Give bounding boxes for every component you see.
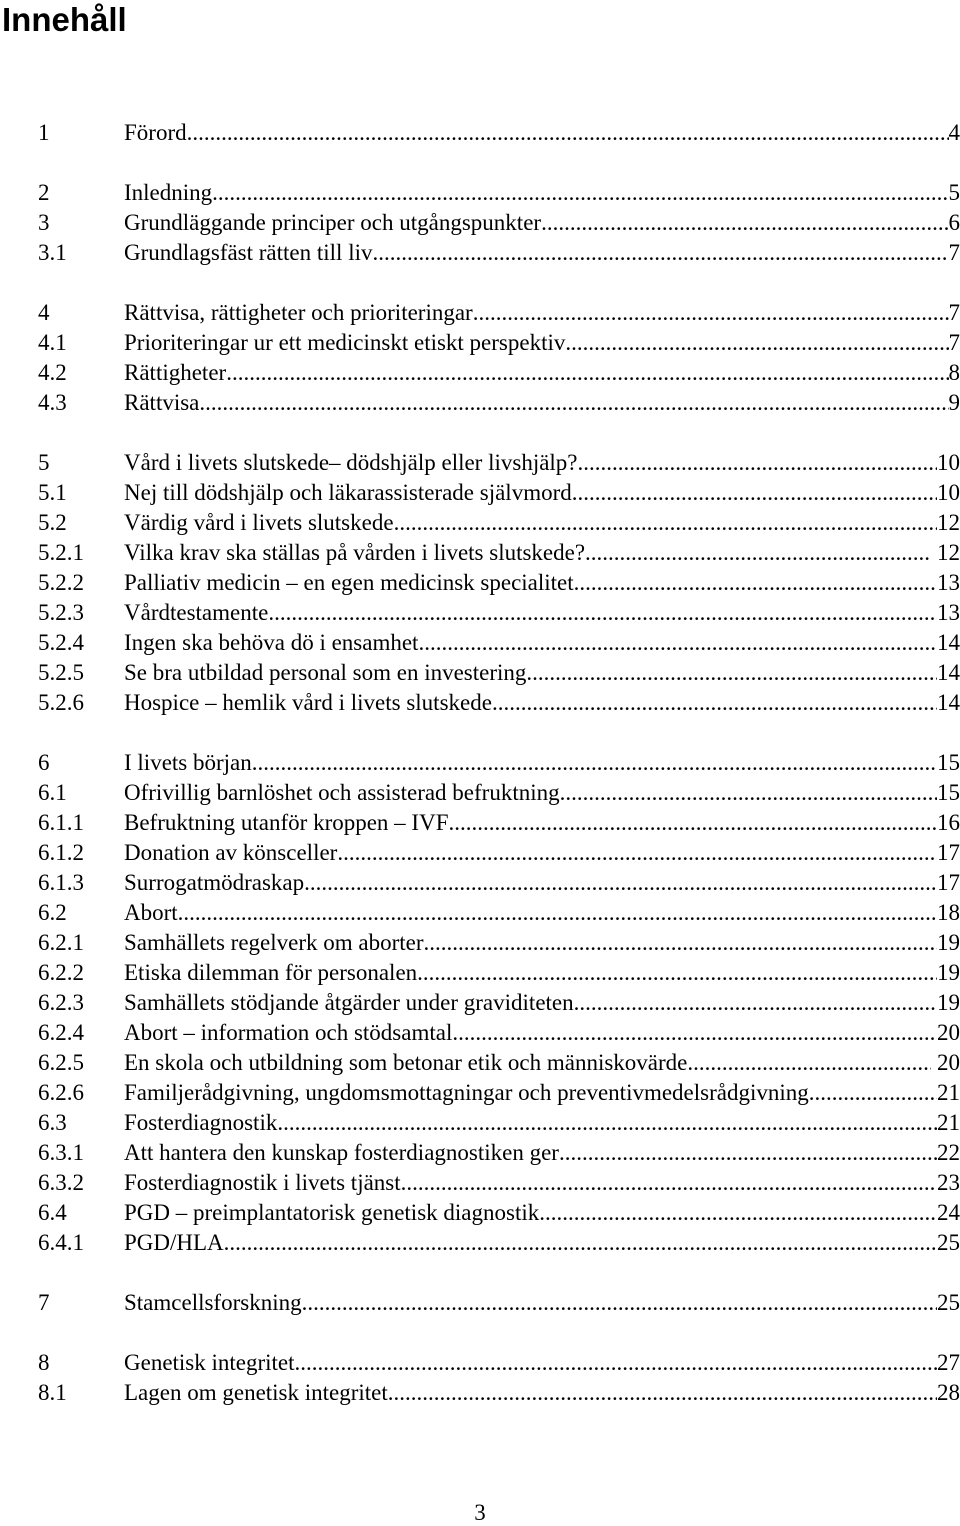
toc-entry-number: 6 [38,750,50,775]
toc-entry[interactable] [38,1107,960,1137]
dot-leader [687,1049,931,1077]
toc-entry-page: 5 [948,180,960,205]
toc-entry-page: 23 [937,1170,960,1195]
toc-entry[interactable] [38,1137,960,1167]
toc-entry-title: I livets början [124,750,252,775]
toc-entry-title: Vård i livets slutskede– dödshjälp eller livshjälp? [124,450,578,475]
toc-entry-number: 6.3 [38,1110,67,1135]
dot-leader [417,959,937,987]
toc-entry[interactable] [38,687,960,717]
toc-entry-page: 7 [948,240,960,265]
toc-entry-title: Etiska dilemman för personalen [124,960,418,985]
toc-entry-page: 12 [931,540,960,565]
toc-entry-title: Ofrivillig barnlöshet och assisterad befruktning [124,780,560,805]
dot-leader [452,1019,937,1047]
toc-entry[interactable] [38,957,960,987]
toc-entry-title: Rättigheter [124,360,227,385]
dot-leader [492,689,937,717]
toc-entry[interactable] [38,237,960,267]
toc-entry-number: 8 [38,1350,50,1375]
toc-entry-title: Samhällets stödjande åtgärder under graviditeten [124,990,574,1015]
toc-entry-title: Samhällets regelverk om aborter [124,930,424,955]
toc-entry-number: 6.1.2 [38,840,84,865]
toc-entry-title: Fosterdiagnostik [124,1110,278,1135]
toc-entry-title: Inledning [124,180,213,205]
toc-entry-page: 21 [937,1110,960,1135]
toc-entry-title: Att hantera den kunskap fosterdiagnostiken ger [124,1140,559,1165]
dot-leader [187,119,949,147]
toc-entry-number: 7 [38,1290,50,1315]
dot-leader [560,779,937,807]
toc-entry[interactable] [38,537,960,567]
toc-entry[interactable] [38,927,960,957]
toc-entry-number: 6.4 [38,1200,67,1225]
dot-leader [809,1079,937,1107]
toc-entry-number: 5.2.6 [38,690,84,715]
toc-entry-number: 6.3.2 [38,1170,84,1195]
toc-entry[interactable] [38,1167,960,1197]
toc-entry-page: 25 [937,1230,960,1255]
dot-leader [578,449,937,477]
toc-entry-page: 12 [937,510,960,535]
dot-leader [539,1199,937,1227]
dot-leader [199,389,948,417]
dot-leader [224,1229,937,1257]
dot-leader [337,839,937,867]
toc-entry-number: 2 [38,180,50,205]
toc-entry-number: 6.2.1 [38,930,84,955]
toc-entry-title: Befruktning utanför kroppen – IVF [124,810,449,835]
page-number: 3 [474,1500,486,1525]
toc-entry-title: Vilka krav ska ställas på vården i livets slutskede? [124,540,586,565]
toc-entry-page: 14 [937,660,960,685]
toc-entry-title: Prioriteringar ur ett medicinskt etiskt perspektiv [124,330,566,355]
toc-entry[interactable] [38,777,960,807]
toc-entry[interactable] [38,567,960,597]
toc-entry-title: Grundlagsfäst rätten till liv [124,240,373,265]
toc-entry-number: 5 [38,450,50,475]
toc-entry-page: 13 [937,570,960,595]
toc-entry-title: Hospice – hemlik vård i livets slutskede [124,690,492,715]
toc-entry-number: 4.3 [38,390,67,415]
toc-entry-title: Nej till dödshjälp och läkarassisterade självmord [124,480,572,505]
toc-entry-page: 14 [937,630,960,655]
toc-entry-number: 6.1.1 [38,810,84,835]
toc-entry-page: 20 [937,1020,960,1045]
dot-leader [388,1379,937,1407]
toc-entry-page: 19 [937,960,960,985]
toc-entry[interactable] [38,357,960,387]
toc-entry-page: 22 [937,1140,960,1165]
toc-entry-number: 6.2 [38,900,67,925]
toc-entry[interactable] [38,807,960,837]
toc-entry[interactable] [38,1227,960,1257]
toc-entry-number: 1 [38,120,50,145]
toc-entry-number: 6.1 [38,780,67,805]
toc-entry-page: 27 [937,1350,960,1375]
toc-entry-title: Vårdtestamente [124,600,269,625]
toc-entry-page: 7 [948,330,960,355]
toc-entry[interactable] [38,507,960,537]
toc-entry-number: 3 [38,210,50,235]
toc-entry[interactable] [38,597,960,627]
dot-leader [565,329,948,357]
dot-leader [212,179,948,207]
toc-entry[interactable] [38,297,960,327]
toc-entry-page: 17 [937,870,960,895]
toc-entry-title: Lagen om genetisk integritet [124,1380,388,1405]
toc-entry-title: Genetisk integritet [124,1350,295,1375]
toc-entry-number: 5.2.1 [38,540,84,565]
toc-entry-number: 5.2 [38,510,67,535]
toc-entry-page: 19 [937,930,960,955]
toc-entry-title: PGD – preimplantatorisk genetisk diagnostik [124,1200,540,1225]
toc-entry[interactable] [38,207,960,237]
toc-entry-page: 16 [937,810,960,835]
toc-entry-number: 6.2.6 [38,1080,84,1105]
toc-entry-page: 6 [948,210,960,235]
dot-leader [304,869,937,897]
toc-entry-page: 19 [937,990,960,1015]
toc-entry-number: 4.2 [38,360,67,385]
dot-leader [473,299,949,327]
toc-entry[interactable] [38,867,960,897]
toc-entry-title: Ingen ska behöva dö i ensamhet [124,630,419,655]
toc-entry[interactable] [38,1077,960,1107]
toc-entry-number: 8.1 [38,1380,67,1405]
toc-entry-page: 20 [931,1050,960,1075]
dot-leader [277,1109,937,1137]
toc-entry-page: 10 [937,450,960,475]
dot-leader [559,1139,937,1167]
toc-entry-page: 25 [937,1290,960,1315]
toc-entry-number: 4.1 [38,330,67,355]
page-title: Innehåll [2,1,127,38]
toc-entry-title: Familjerådgivning, ungdomsmottagningar och preventivmedelsrådgivning [124,1080,809,1105]
toc-entry[interactable] [38,1347,960,1377]
toc-entry-number: 5.2.4 [38,630,84,655]
dot-leader [226,359,948,387]
toc-entry-page: 28 [937,1380,960,1405]
dot-leader [295,1349,937,1377]
toc-entry-page: 15 [937,750,960,775]
toc-entry[interactable] [38,117,960,147]
toc-entry[interactable] [38,387,960,417]
toc-entry[interactable] [38,747,960,777]
toc-entry-title: Rättvisa [124,390,200,415]
toc-entry[interactable] [38,177,960,207]
dot-leader [572,479,937,507]
toc-entry-number: 6.1.3 [38,870,84,895]
toc-entry-page: 14 [937,690,960,715]
toc-entry-number: 5.2.3 [38,600,84,625]
toc-entry-page: 21 [937,1080,960,1105]
toc-entry-title: Värdig vård i livets slutskede [124,510,394,535]
toc-entry-title: Förord [124,120,187,145]
toc-entry-title: PGD/HLA [124,1230,224,1255]
toc-entry-title: Rättvisa, rättigheter och prioriteringar [124,300,473,325]
toc-entry-title: Se bra utbildad personal som en investering [124,660,527,685]
dot-leader [574,569,937,597]
toc-entry-page: 8 [948,360,960,385]
dot-leader [418,629,937,657]
toc-entry[interactable] [38,447,960,477]
toc-entry[interactable] [38,1197,960,1227]
toc-entry-number: 6.3.1 [38,1140,84,1165]
dot-leader [394,509,937,537]
toc-entry[interactable] [38,1017,960,1047]
toc-entry-title: Donation av könsceller [124,840,338,865]
toc-entry-number: 5.2.5 [38,660,84,685]
dot-leader [372,239,948,267]
toc-entry-page: 10 [937,480,960,505]
toc-entry-page: 17 [937,840,960,865]
toc-entry[interactable] [38,1377,960,1407]
toc-entry-number: 3.1 [38,240,67,265]
toc-entry-number: 5.2.2 [38,570,84,595]
toc-entry[interactable] [38,837,960,867]
dot-leader [178,899,937,927]
toc-entry-number: 6.2.3 [38,990,84,1015]
toc-entry[interactable] [38,987,960,1017]
dot-leader [302,1289,937,1317]
dot-leader [541,209,948,237]
toc-entry-page: 13 [937,600,960,625]
toc-entry[interactable] [38,1287,960,1317]
dot-leader [252,749,937,777]
dot-leader [401,1169,937,1197]
toc-entry-page: 15 [937,780,960,805]
toc-entry-title: Palliativ medicin – en egen medicinsk specialitet [124,570,574,595]
toc-entry[interactable] [38,627,960,657]
toc-entry-title: Stamcellsforskning [124,1290,302,1315]
toc-entry-number: 4 [38,300,50,325]
toc-entry-title: Abort [124,900,178,925]
dot-leader [526,659,937,687]
toc-entry-page: 18 [937,900,960,925]
toc-entry-number: 6.4.1 [38,1230,84,1255]
toc-entry-title: Grundläggande principer och utgångspunkter [124,210,542,235]
toc-entry-title: Fosterdiagnostik i livets tjänst [124,1170,401,1195]
toc-entry[interactable] [38,657,960,687]
dot-leader [449,809,938,837]
toc-entry-number: 5.1 [38,480,67,505]
dot-leader [424,929,937,957]
toc-entry[interactable] [38,477,960,507]
dot-leader [585,539,931,567]
toc-entry-title: Abort – information och stödsamtal [124,1020,453,1045]
toc-entry-page: 9 [948,390,960,415]
toc-entry-title: En skola och utbildning som betonar etik och människovärde [124,1050,688,1075]
dot-leader [268,599,937,627]
toc-entry[interactable] [38,897,960,927]
dot-leader [574,989,937,1017]
toc-entry-page: 4 [948,120,960,145]
toc-entry-page: 7 [948,300,960,325]
toc-entry-number: 6.2.5 [38,1050,84,1075]
toc-entry-number: 6.2.4 [38,1020,84,1045]
toc-entry-number: 6.2.2 [38,960,84,985]
toc-entry[interactable] [38,327,960,357]
toc-entry-title: Surrogatmödraskap [124,870,305,895]
toc-entry[interactable] [38,1047,960,1077]
toc-entry-page: 24 [937,1200,960,1225]
